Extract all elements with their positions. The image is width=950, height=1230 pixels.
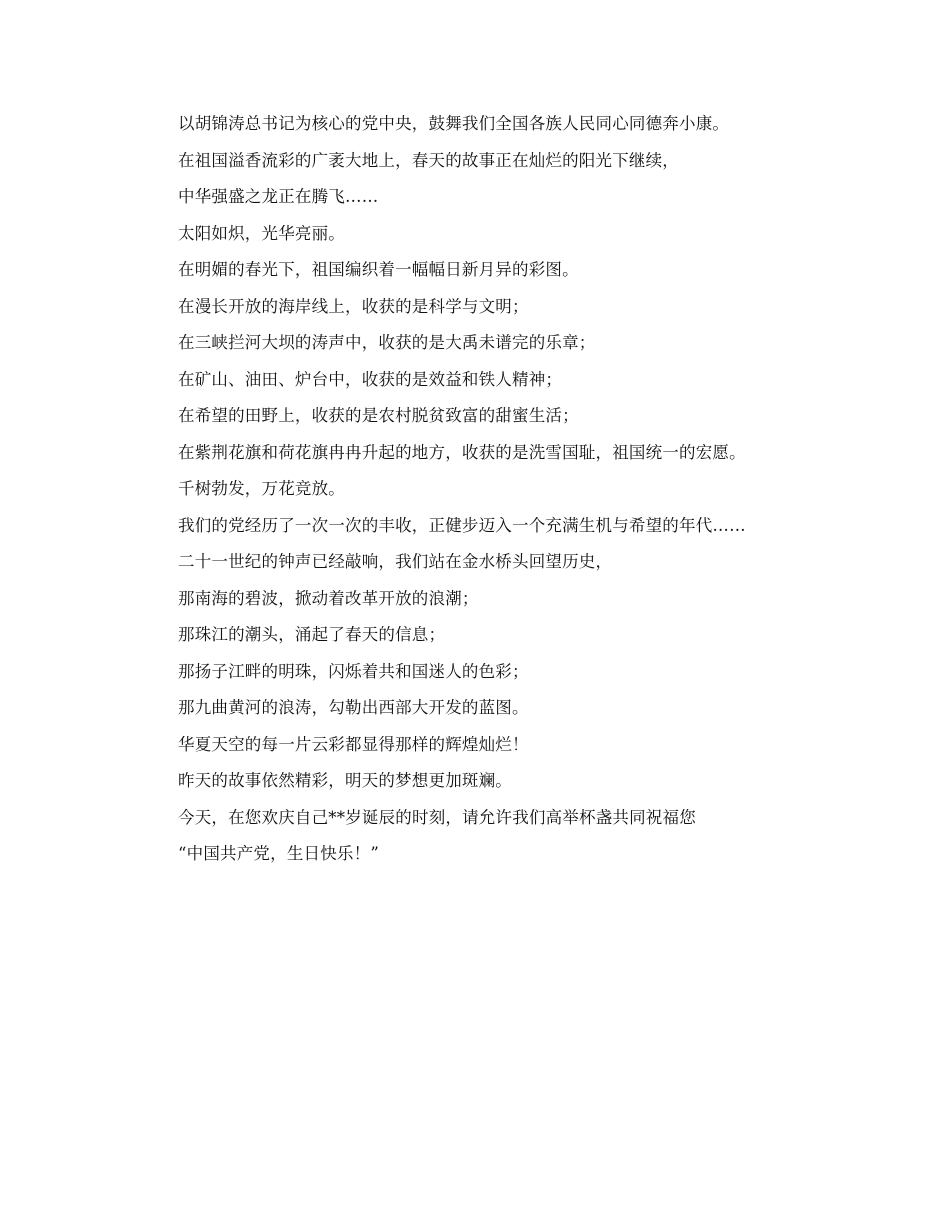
text-line: 那南海的碧波，掀动着改革开放的浪潮； (178, 588, 479, 608)
text-line: 今天，在您欢庆自己**岁诞辰的时刻，请允许我们高举杯盏共同祝福您 (178, 807, 696, 827)
text-line: 在明媚的春光下，祖国编织着一幅幅日新月异的彩图。 (178, 260, 579, 279)
text-line: 在矿山、油田、炉台中，收获的是效益和铁人精神； (178, 369, 563, 389)
text-line: 在漫长开放的海岸线上，收获的是科学与文明； (178, 296, 529, 316)
text-line: 在紫荆花旗和荷花旗冉冉升起的地方，收获的是洗雪国耻，祖国统一的宏愿。 (178, 442, 746, 462)
text-line: 千树勃发，万花竞放。 (178, 479, 345, 498)
text-line: 在希望的田野上，收获的是农村脱贫致富的甜蜜生活； (178, 406, 579, 425)
text-line: 太阳如炽，光华亮丽。 (178, 223, 345, 243)
text-line: 华夏天空的每一片云彩都显得那样的辉煌灿烂！ (178, 734, 529, 754)
text-line: 二十一世纪的钟声已经敲响，我们站在金水桥头回望历史， (178, 552, 613, 571)
text-line: “中国共产党，生日快乐！” (178, 844, 379, 863)
text-line: 在三峡拦河大坝的涛声中，收获的是大禹未谱完的乐章； (178, 333, 596, 352)
text-line: 在祖国溢香流彩的广袤大地上，春天的故事正在灿烂的阳光下继续， (178, 150, 679, 170)
text-line: 我们的党经历了一次一次的丰收，正健步迈入一个充满生机与希望的年代…… (178, 515, 746, 535)
document-body (178, 112, 918, 879)
text-line: 那九曲黄河的浪涛，勾勒出西部大开发的蓝图。 (178, 698, 529, 717)
text-line: 那扬子江畔的明珠，闪烁着共和国迷人的色彩； (178, 661, 529, 681)
text-line: 以胡锦涛总书记为核心的党中央，鼓舞我们全国各族人民同心同德奔小康。 (178, 114, 730, 133)
text-line: 那珠江的潮头，涌起了春天的信息； (178, 625, 446, 644)
text-line: 昨天的故事依然精彩，明天的梦想更加斑斓。 (178, 771, 512, 790)
text-line: 中华强盛之龙正在腾飞…… (178, 187, 379, 206)
